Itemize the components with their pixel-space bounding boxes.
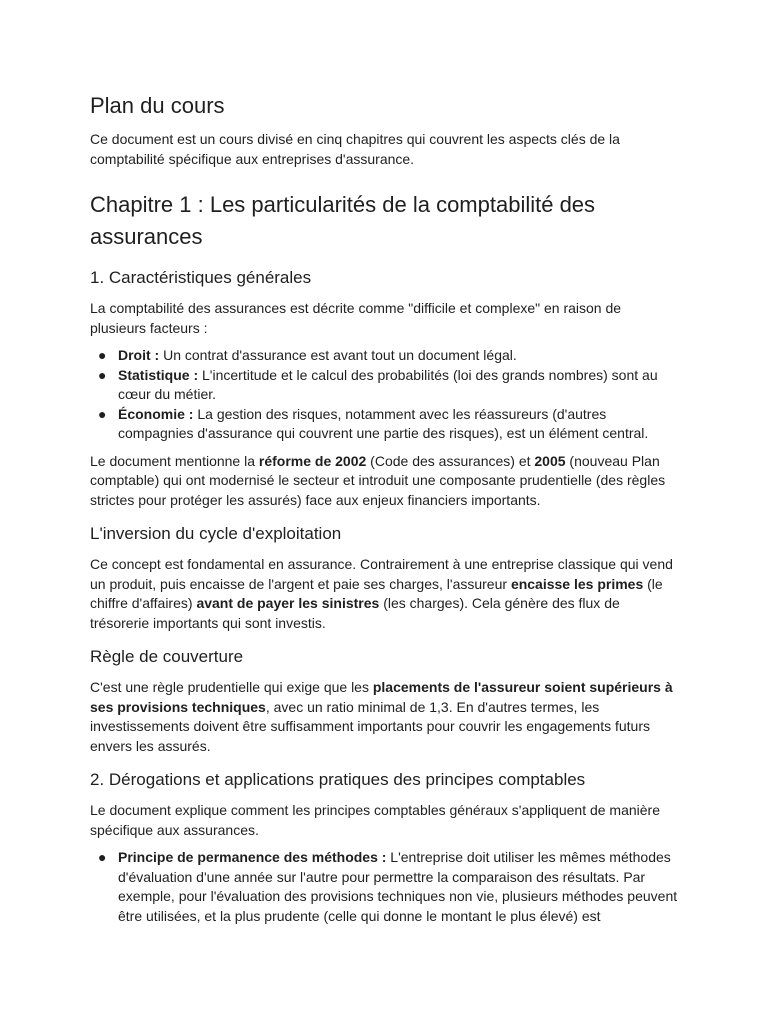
reform-bold-2: 2005 xyxy=(534,452,566,469)
reform-text-3: (nouveau Plan comptable) qui ont modernisé le secteur et introduit une composante prudentielle (des règles strictes pour protéger les assurés) face aux enjeux financiers importants. xyxy=(90,452,666,508)
reform-text-1: Le document mentionne la xyxy=(90,452,259,469)
bullet-dot-icon: ● xyxy=(98,347,107,363)
list-item xyxy=(98,405,678,444)
couverture-bold-1: placements de l'assureur soient supérieurs à ses provisions techniques xyxy=(90,679,673,715)
inversion-bold-1: encaisse les primes xyxy=(510,575,644,592)
inversion-text-1: Ce concept est fondamental en assurance. Contrairement à une entreprise classique qui vend un produit, puis encaisse de l'argent et paie ses charges, l'assureur xyxy=(90,556,673,592)
section-1-intro: La comptabilité des assurances est décrite comme "difficile et complexe" en raison de plusieurs facteurs : xyxy=(90,300,622,336)
couverture-text-2: , avec un ratio minimal de 1,3. En d'autres termes, les investissements doivent être suffisamment importants pour couvrir les engagements futurs envers les assurés. xyxy=(90,698,650,754)
list-item-text: Un contrat d'assurance est avant tout un document légal. xyxy=(159,347,517,363)
chapter-1-title: Chapitre 1 : Les particularités de la comptabilité des assurances xyxy=(90,192,596,249)
list-item-term: Statistique : xyxy=(118,366,199,383)
plan-title: Plan du cours xyxy=(90,93,225,118)
list-item-term: Droit : xyxy=(118,347,160,363)
list-item xyxy=(98,366,678,405)
bullet-dot-icon: ● xyxy=(98,405,107,422)
factors-list xyxy=(90,346,678,444)
principles-list xyxy=(90,848,678,926)
section-2-intro: Le document explique comment les principes comptables généraux s'appliquent de manière spécifique aux assurances. xyxy=(90,802,661,838)
couverture-title: Règle de couverture xyxy=(90,647,244,666)
couverture-paragraph xyxy=(90,678,678,756)
reform-bold-1: réforme de 2002 xyxy=(258,452,367,469)
reform-text-2: (Code des assurances) et xyxy=(366,452,535,469)
list-item xyxy=(98,848,678,926)
section-1-title: 1. Caractéristiques générales xyxy=(90,268,312,287)
reform-paragraph xyxy=(90,452,678,511)
section-2-title: 2. Dérogations et applications pratiques des principes comptables xyxy=(90,770,586,789)
list-item-text: La gestion des risques, notamment avec les réassureurs (d'autres compagnies d'assurance qui couvrent une partie des risques), est un élément central. xyxy=(118,405,649,441)
list-item-text: L'entreprise doit utiliser les mêmes méthodes d'évaluation d'une année sur l'autre pour permettre la comparaison des résultats. Par exemple, pour l'évaluation des provisions techniques non vie, plusieurs méthodes peuvent être utilisées, et la plus prudente (celle qui donne le montant le plus élevé) est xyxy=(118,849,678,924)
couverture-text-1: C'est une règle prudentielle qui exige que les xyxy=(90,679,373,695)
inversion-bold-2: avant de payer les sinistres xyxy=(196,595,380,611)
inversion-title: L'inversion du cycle d'exploitation xyxy=(90,524,342,543)
bullet-dot-icon: ● xyxy=(98,849,107,865)
bullet-dot-icon: ● xyxy=(98,366,107,383)
plan-intro: Ce document est un cours divisé en cinq chapitres qui couvrent les aspects clés de la comptabilité spécifique aux entreprises d'assurance. xyxy=(90,131,620,167)
list-item-text: L'incertitude et le calcul des probabilités (loi des grands nombres) sont au cœur du métier. xyxy=(118,366,658,402)
list-item xyxy=(98,346,678,366)
list-item-term: Principe de permanence des méthodes : xyxy=(118,849,387,865)
list-item-term: Économie : xyxy=(118,405,194,422)
inversion-text-2: (le chiffre d'affaires) xyxy=(90,575,663,611)
inversion-paragraph xyxy=(90,555,678,633)
inversion-text-3: (les charges). Cela génère des flux de trésorerie importants qui sont investis. xyxy=(90,595,620,631)
